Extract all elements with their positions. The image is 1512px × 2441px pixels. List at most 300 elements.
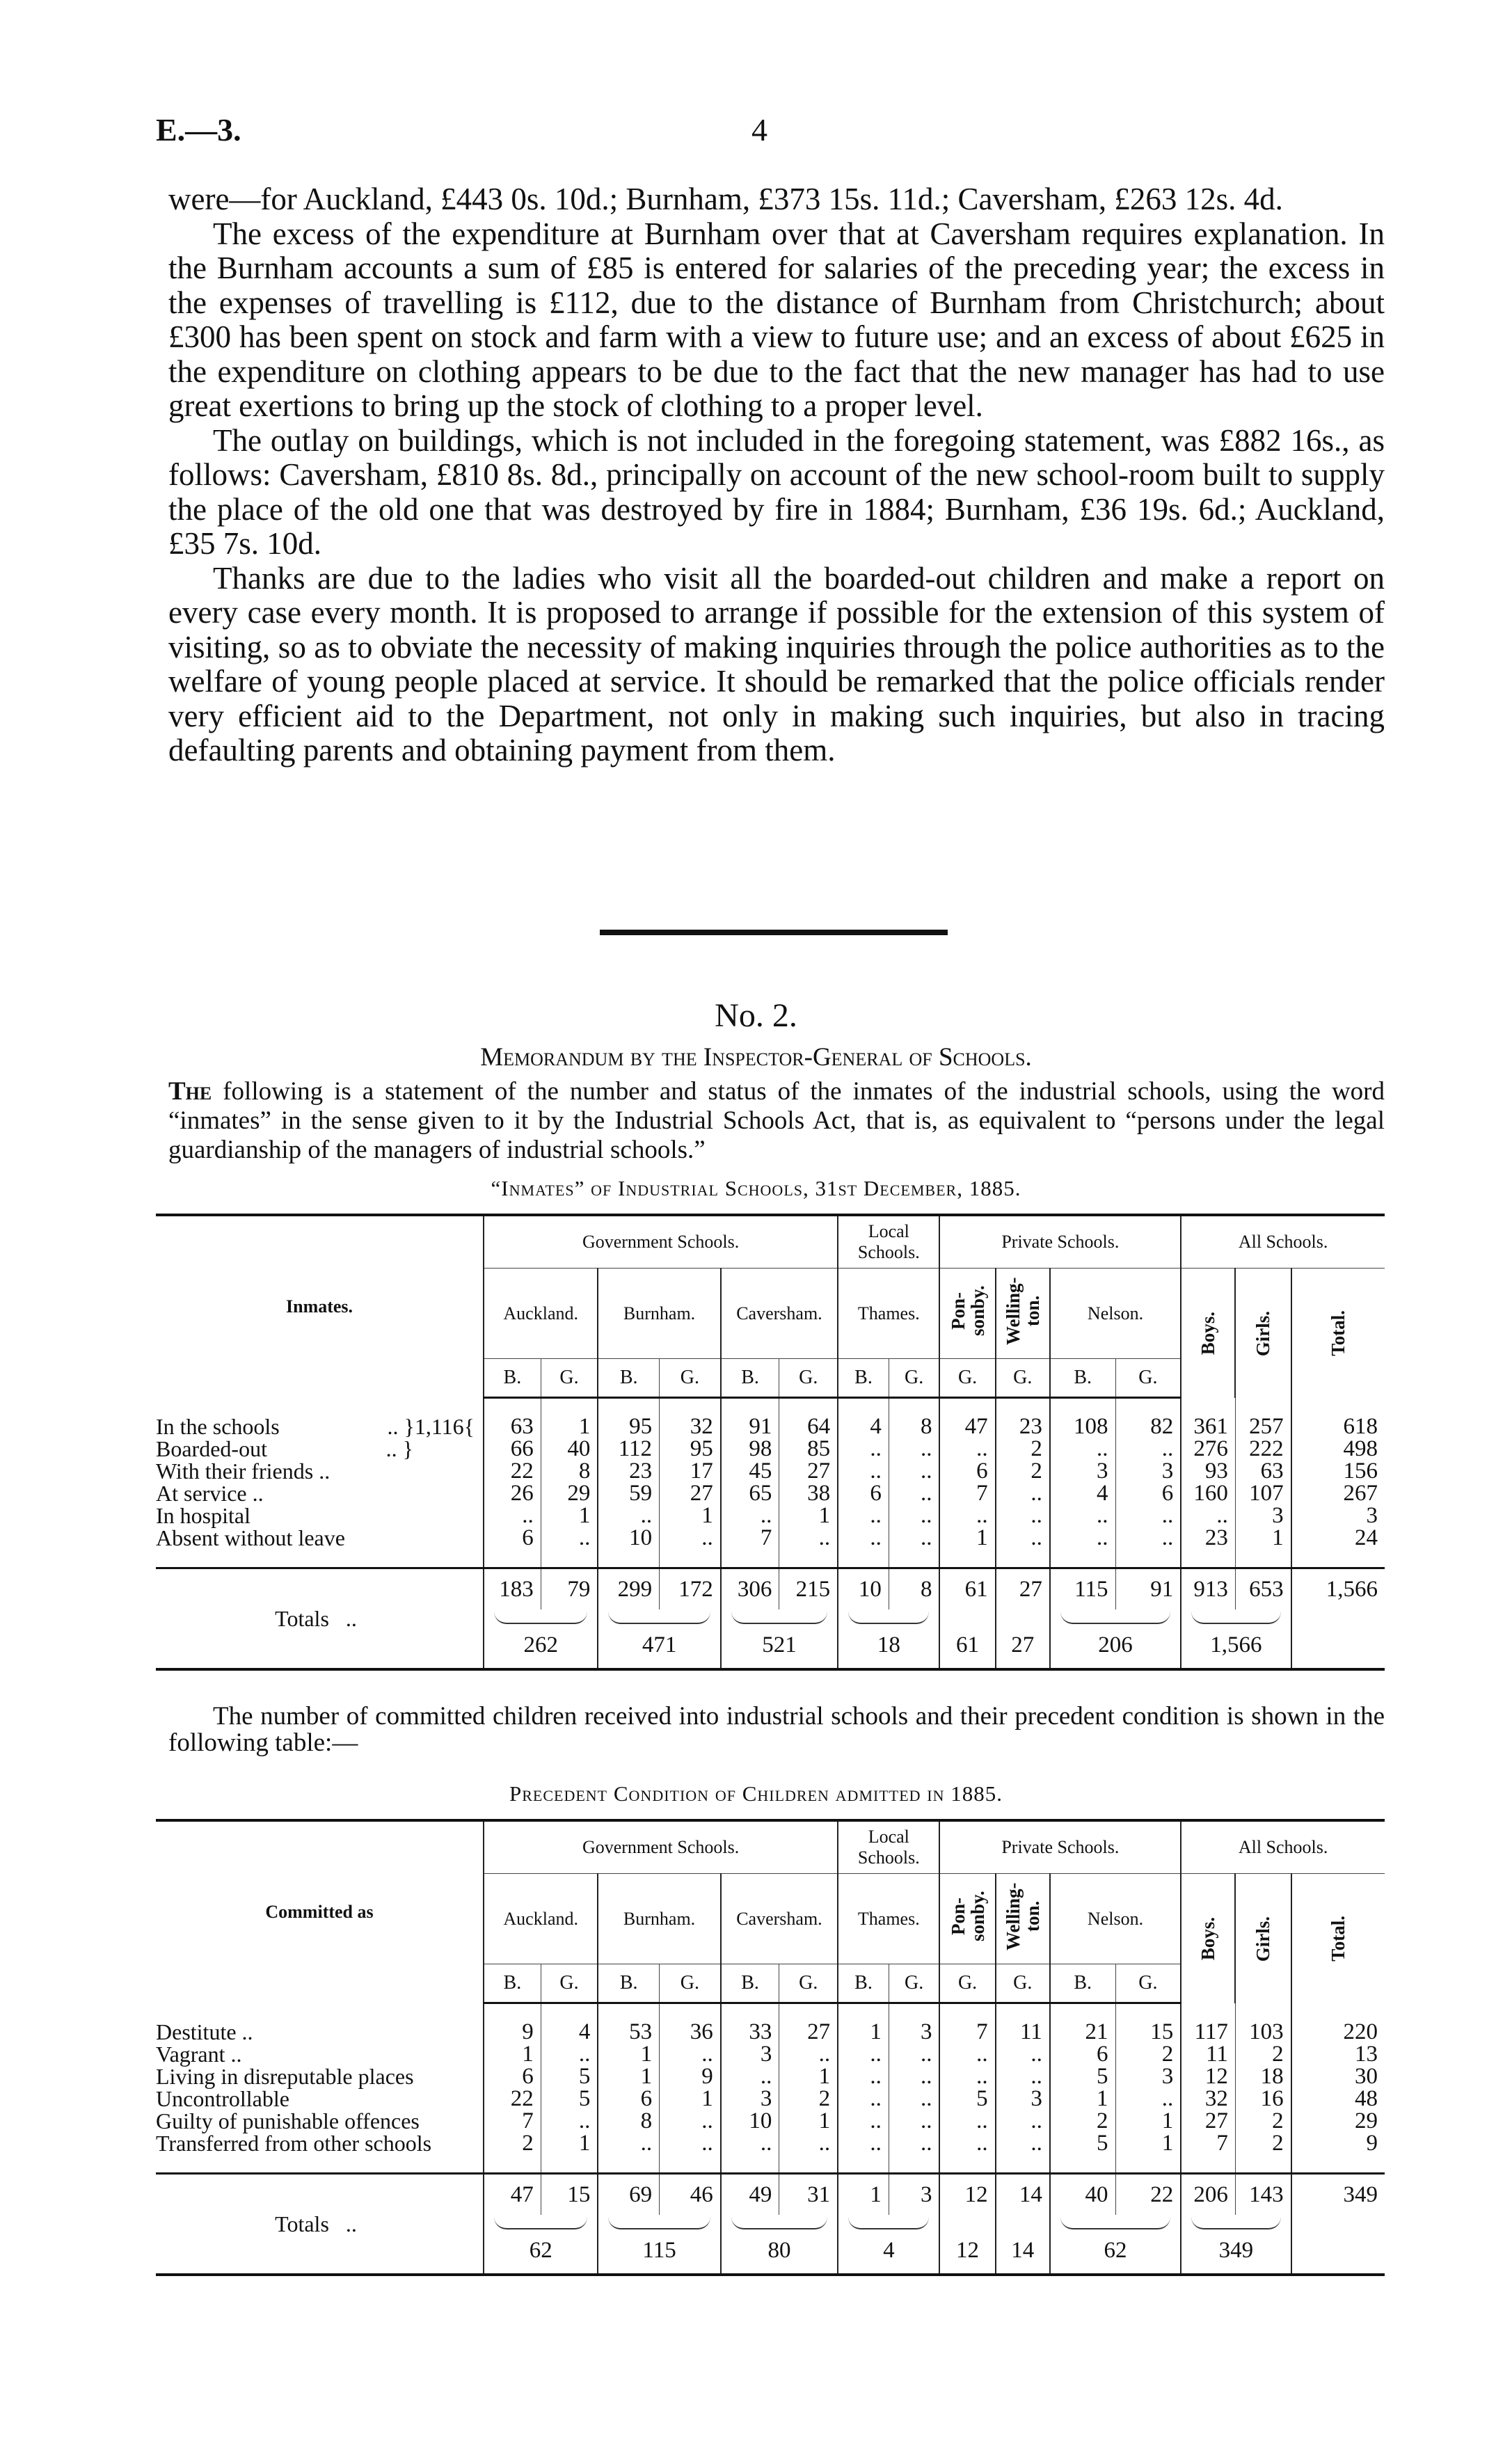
brace-icon	[1060, 1612, 1170, 1624]
totals-row	[156, 2174, 1385, 2216]
header-boys-col-text: B.	[741, 1367, 759, 1388]
header-girls-col	[660, 1964, 721, 2003]
cell: ..	[1050, 1438, 1115, 1460]
cell: 22	[484, 2088, 541, 2110]
cell: ..	[1050, 1504, 1115, 1527]
cell: 3	[1115, 1460, 1181, 1482]
total-cell: 47	[484, 2174, 541, 2216]
cell: 1	[1235, 1527, 1291, 1549]
header-nelson	[1050, 1269, 1181, 1359]
cell: 3	[996, 2088, 1050, 2110]
cell: ..	[598, 1504, 659, 1527]
header-girls-col	[996, 1964, 1050, 2003]
cell: ..	[889, 2088, 939, 2110]
cell: 1	[541, 1415, 598, 1438]
header-local-schools-text: Local Schools.	[857, 1221, 920, 1262]
row-label: In hospital	[156, 1503, 250, 1528]
cell: ..	[1050, 1527, 1115, 1549]
cell: ..	[838, 1438, 889, 1460]
row-label-cell	[156, 1482, 484, 1504]
header-boys-col	[721, 1964, 779, 2003]
header-boys-col-text: B.	[741, 1972, 759, 1994]
header-boys-col	[721, 1359, 779, 1398]
header-girls-col	[1115, 1359, 1181, 1398]
cell: ..	[721, 1504, 779, 1527]
cell: 1	[598, 2043, 659, 2065]
brace-icon	[731, 1612, 827, 1624]
cell: ..	[939, 2065, 995, 2088]
row-label-cell	[156, 1504, 484, 1527]
cell: 11	[1181, 2043, 1235, 2065]
cell: 3	[1235, 1504, 1291, 1527]
header-boys-text: Boys.	[1197, 1312, 1219, 1355]
cell: 30	[1291, 2065, 1385, 2088]
cell: ..	[889, 2132, 939, 2154]
header-boys-col-text: B.	[619, 1367, 638, 1388]
header-burnham	[598, 1874, 720, 1964]
row-label-cell	[156, 1415, 484, 1438]
cell: 93	[1181, 1460, 1235, 1482]
header-local-schools	[838, 1820, 939, 1874]
cell: 64	[779, 1415, 838, 1438]
cell: 222	[1235, 1438, 1291, 1460]
cell: 3	[1291, 1504, 1385, 1527]
cell: 276	[1181, 1438, 1235, 1460]
cell: 107	[1235, 1482, 1291, 1504]
cell: ..	[939, 2132, 995, 2154]
group-total-cell: 349	[1181, 2215, 1291, 2275]
cell: 7	[721, 1527, 779, 1549]
table-row	[156, 1438, 1385, 1460]
cell: 4	[838, 1415, 889, 1438]
total-cell: 40	[1050, 2174, 1115, 2216]
header-boys-col	[1050, 1964, 1115, 2003]
bracket-total: .. }1,116{	[387, 1414, 475, 1439]
header-nelson-text: Nelson.	[1087, 1303, 1144, 1323]
brace-icon	[608, 2217, 710, 2229]
group-total-cell: 4	[838, 2215, 939, 2275]
header-boys-col-text: B.	[854, 1972, 873, 1994]
cell: 27	[779, 2021, 838, 2043]
header-wellington	[996, 1269, 1050, 1359]
cell: 2	[996, 1438, 1050, 1460]
header-boys	[1181, 1874, 1235, 2003]
row-label: Boarded-out	[156, 1436, 267, 1461]
cell: 1	[779, 2110, 838, 2132]
cell: 7	[939, 2021, 995, 2043]
cell: ..	[996, 2065, 1050, 2088]
cell: ..	[721, 2132, 779, 2154]
header-private-schools	[939, 1215, 1181, 1269]
cell: 13	[1291, 2043, 1385, 2065]
group-total-cell: 115	[598, 2215, 720, 2275]
header-girls-col-text: G.	[905, 1972, 924, 1994]
cell: ..	[1181, 1504, 1235, 1527]
cell: ..	[996, 1482, 1050, 1504]
total-cell: 91	[1115, 1568, 1181, 1610]
cell: 5	[541, 2088, 598, 2110]
row-label: Destitute ..	[156, 2019, 253, 2044]
cell: ..	[660, 2132, 721, 2154]
cell: ..	[889, 1482, 939, 1504]
brace-icon	[1060, 2217, 1170, 2229]
header-girls-col-text: G.	[799, 1367, 818, 1388]
cell: 1	[779, 1504, 838, 1527]
total-cell: 183	[484, 1568, 541, 1610]
total-cell: 8	[889, 1568, 939, 1610]
cell: 17	[660, 1460, 721, 1482]
header-thames-text: Thames.	[857, 1303, 920, 1323]
cell: 2	[1050, 2110, 1115, 2132]
group-total-cell: 80	[721, 2215, 838, 2275]
total-cell: 653	[1235, 1568, 1291, 1610]
cell: 6	[484, 2065, 541, 2088]
cell: ..	[889, 2065, 939, 2088]
header-all-schools	[1181, 1820, 1385, 1874]
header-total-text: Total.	[1328, 1310, 1349, 1357]
cell: ..	[1115, 1438, 1181, 1460]
cell: 257	[1235, 1415, 1291, 1438]
cell: ..	[939, 1438, 995, 1460]
group-total-cell: 62	[1050, 2215, 1181, 2275]
cell: 5	[1050, 2065, 1115, 2088]
row-label-cell	[156, 1460, 484, 1482]
header-auckland-text: Auckland.	[503, 1303, 578, 1323]
cell: ..	[889, 1527, 939, 1549]
page-number: 4	[751, 112, 767, 148]
table-row	[156, 2065, 1385, 2088]
cell: 18	[1235, 2065, 1291, 2088]
section-divider	[600, 930, 948, 935]
header-girls-col-text: G.	[957, 1367, 978, 1388]
header-ponsonby-text: Pon-sonby.	[947, 1285, 988, 1337]
cell: 7	[484, 2110, 541, 2132]
cell: ..	[996, 1504, 1050, 1527]
header-girls-col-text: G.	[559, 1972, 579, 1994]
cell: 1	[1115, 2132, 1181, 2154]
header-girls-col	[889, 1964, 939, 2003]
header-burnham-text: Burnham.	[623, 1908, 696, 1929]
total-cell: 22	[1115, 2174, 1181, 2216]
header-boys-col-text: B.	[503, 1972, 522, 1994]
cell: 3	[889, 2021, 939, 2043]
total-cell: 10	[838, 1568, 889, 1610]
cell: 3	[1050, 1460, 1115, 1482]
total-cell: 1	[838, 2174, 889, 2216]
header-boys-col-text: B.	[619, 1972, 638, 1994]
table-row	[156, 2021, 1385, 2043]
cell: 85	[779, 1438, 838, 1460]
cell: ..	[721, 2065, 779, 2088]
header-nelson	[1050, 1874, 1181, 1964]
header-girls-col	[779, 1964, 838, 2003]
memo-heading: Memorandum by the Inspector-General of Schools.	[480, 1043, 1032, 1072]
header-boys-col	[598, 1964, 659, 2003]
cell: ..	[996, 2110, 1050, 2132]
header-boys-text: Boys.	[1197, 1917, 1219, 1961]
cell: 32	[1181, 2088, 1235, 2110]
cell: 66	[484, 1438, 541, 1460]
cell: 8	[598, 2110, 659, 2132]
paragraph: Thanks are due to the ladies who visit all the boarded-out children and make a report on every case every month. It is proposed to arrange if possible for the extension of this system of visiting, so as to obviate the necessity of making inquiries through the police authorities as to the welfare of young people placed at service. It should be remarked that the police officials render very efficient aid to the Department, not only in making such inquiries, but also in tracing defaulting parents and obtaining payment from them.	[168, 560, 1385, 768]
header-girls-col-text: G.	[799, 1972, 818, 1994]
header-girls-col	[939, 1964, 995, 2003]
cell: 1	[598, 2065, 659, 2088]
cell: 6	[939, 1460, 995, 1482]
header-girls-col-text: G.	[559, 1367, 579, 1388]
header-girls-col	[939, 1359, 995, 1398]
cell: 498	[1291, 1438, 1385, 1460]
cell: 7	[1181, 2132, 1235, 2154]
header-all-schools	[1181, 1215, 1385, 1269]
cell: 103	[1235, 2021, 1291, 2043]
header-ponsonby	[939, 1269, 995, 1359]
row-label: With their friends ..	[156, 1458, 331, 1484]
cell: 108	[1050, 1415, 1115, 1438]
totals-row	[156, 1568, 1385, 1610]
leader-dots: .. }	[385, 1436, 414, 1461]
group-total-cell: 18	[838, 1609, 939, 1669]
row-label-cell	[156, 2021, 484, 2043]
cell: 65	[721, 1482, 779, 1504]
cell: 2	[1235, 2043, 1291, 2065]
cell: 6	[484, 1527, 541, 1549]
cell: 1	[1115, 2110, 1181, 2132]
cell: 2	[1235, 2110, 1291, 2132]
cell: 95	[660, 1438, 721, 1460]
cell: 8	[541, 1460, 598, 1482]
total-cell: 31	[779, 2174, 838, 2216]
cell: 618	[1291, 1415, 1385, 1438]
total-cell: 49	[721, 2174, 779, 2216]
header-all-schools-text: All Schools.	[1238, 1837, 1328, 1857]
total-cell: 12	[939, 2174, 995, 2216]
group-total-cell: 206	[1050, 1609, 1181, 1669]
header-boys	[1181, 1269, 1235, 1398]
group-total-cell: 471	[598, 1609, 720, 1669]
header-girls-col	[779, 1359, 838, 1398]
cell: 47	[939, 1415, 995, 1438]
cell: 9	[660, 2065, 721, 2088]
total-cell: 349	[1291, 2174, 1385, 2216]
header-nelson-text: Nelson.	[1087, 1908, 1144, 1929]
group-total-cell: 521	[721, 1609, 838, 1669]
cell: 6	[1050, 2043, 1115, 2065]
row-label: Transferred from other schools	[156, 2131, 432, 2156]
cell: 156	[1291, 1460, 1385, 1482]
header-boys-col	[484, 1964, 541, 2003]
group-total-cell: 61	[939, 1609, 995, 1669]
cell: 59	[598, 1482, 659, 1504]
cell: 3	[721, 2043, 779, 2065]
cell: 9	[484, 2021, 541, 2043]
row-label: Uncontrollable	[156, 2086, 289, 2111]
header-girls	[1235, 1269, 1291, 1398]
header-total	[1291, 1874, 1385, 2003]
cell: ..	[939, 1504, 995, 1527]
row-label: At service ..	[156, 1481, 264, 1506]
cell: 2	[1235, 2132, 1291, 2154]
header-girls-col	[660, 1359, 721, 1398]
document-reference: E.—3.	[156, 112, 241, 148]
cell: 24	[1291, 1527, 1385, 1549]
precedent-condition-table	[156, 1819, 1385, 2276]
paragraph: The outlay on buildings, which is not included in the foregoing statement, was £882 16s., as follows: Caversham, £810 8s. 8d., principally on account of the new school-room built to supply the place of the old one that was destroyed by fire in 1884; Burnham, £36 19s. 6d.; Auckland, £35 7s. 10d.	[168, 422, 1385, 561]
cell: ..	[484, 1504, 541, 1527]
cell: 2	[996, 1460, 1050, 1482]
cell: 38	[779, 1482, 838, 1504]
table-row	[156, 2088, 1385, 2110]
cell: 12	[1181, 2065, 1235, 2088]
cell: 5	[1050, 2132, 1115, 2154]
header-girls	[1235, 1874, 1291, 2003]
cell: ..	[838, 2065, 889, 2088]
cell: 7	[939, 1482, 995, 1504]
cell: ..	[660, 1527, 721, 1549]
cell: 10	[598, 1527, 659, 1549]
cell: 22	[484, 1460, 541, 1482]
cell: 26	[484, 1482, 541, 1504]
header-girls-text: Girls.	[1252, 1916, 1274, 1962]
total-cell: 115	[1050, 1568, 1115, 1610]
intro-first-word: The	[168, 1077, 212, 1106]
cell: 1	[939, 1527, 995, 1549]
header-boys-col-text: B.	[854, 1367, 873, 1388]
brace-icon	[494, 1612, 587, 1624]
header-girls-col	[541, 1359, 598, 1398]
row-label-header: Committed as	[265, 1902, 374, 1923]
paragraph: The number of committed children received into industrial schools and their precedent condition is shown in the following table:—	[168, 1702, 1385, 1757]
cell: 112	[598, 1438, 659, 1460]
table2-title: Precedent Condition of Children admitted in 1885.	[509, 1781, 1003, 1806]
header-boys-col-text: B.	[503, 1367, 522, 1388]
cell: ..	[541, 2110, 598, 2132]
header-wellington-text: Welling-ton.	[1002, 1882, 1043, 1950]
header-girls-col-text: G.	[905, 1367, 924, 1388]
header-boys-col-text: B.	[1074, 1367, 1092, 1388]
header-auckland-text: Auckland.	[503, 1908, 578, 1929]
table1-title: “Inmates” of Industrial Schools, 31st December, 1885.	[491, 1176, 1021, 1200]
total-cell: 215	[779, 1568, 838, 1610]
cell: 4	[1050, 1482, 1115, 1504]
cell: 32	[660, 1415, 721, 1438]
section-number: No. 2.	[715, 997, 797, 1034]
cell: 11	[996, 2021, 1050, 2043]
row-label-cell	[156, 2065, 484, 2088]
cell: 15	[1115, 2021, 1181, 2043]
cell: ..	[838, 1504, 889, 1527]
cell: 23	[598, 1460, 659, 1482]
cell: ..	[541, 1527, 598, 1549]
cell: 29	[541, 1482, 598, 1504]
header-local-schools	[838, 1215, 939, 1269]
header-local-schools-text: Local Schools.	[857, 1827, 920, 1868]
cell: 8	[889, 1415, 939, 1438]
body-text	[168, 182, 1385, 768]
total-cell: 1,566	[1291, 1568, 1385, 1610]
row-label: Absent without leave	[156, 1525, 345, 1550]
header-total-text: Total.	[1328, 1916, 1349, 1962]
header-burnham-text: Burnham.	[623, 1303, 696, 1323]
header-girls-col	[889, 1359, 939, 1398]
cell: 27	[1181, 2110, 1235, 2132]
header-boys-col-text: B.	[1074, 1972, 1092, 1994]
total-cell: 14	[996, 2174, 1050, 2216]
cell: ..	[1115, 1504, 1181, 1527]
cell: ..	[660, 2043, 721, 2065]
cell: ..	[541, 2043, 598, 2065]
totals-label: Totals ..	[156, 1568, 484, 1670]
paragraph: were—for Auckland, £443 0s. 10d.; Burnham, £373 15s. 11d.; Caversham, £263 12s. 4d.	[168, 182, 1283, 216]
cell: 2	[1115, 2043, 1181, 2065]
cell: ..	[779, 2132, 838, 2154]
cell: 6	[1115, 1482, 1181, 1504]
paragraph: The excess of the expenditure at Burnham over that at Caversham requires explanation. In the Burnham accounts a sum of £85 is entered for salaries of the preceding year; the excess in the expenses of travelling is £112, due to the distance of Burnham from Christchurch; about £300 has been spent on stock and farm with a view to future use; and an excess of about £625 in the expenditure on clothing appears to be due to the fact that the new manager has had to use great exertions to bring up the stock of clothing to a proper level.	[168, 216, 1385, 423]
cell: 5	[939, 2088, 995, 2110]
table-row	[156, 1415, 1385, 1438]
header-wellington-text: Welling-ton.	[1002, 1277, 1043, 1345]
group-total-cell: 27	[996, 1609, 1050, 1669]
cell: 23	[1181, 1527, 1235, 1549]
cell: 6	[598, 2088, 659, 2110]
cell: 16	[1235, 2088, 1291, 2110]
total-cell: 79	[541, 1568, 598, 1610]
table-row	[156, 1527, 1385, 1549]
cell: 36	[660, 2021, 721, 2043]
cell: ..	[889, 1460, 939, 1482]
cell: 48	[1291, 2088, 1385, 2110]
table-row	[156, 1482, 1385, 1504]
cell: 91	[721, 1415, 779, 1438]
row-label: Vagrant ..	[156, 2042, 242, 2067]
brace-icon	[848, 2217, 929, 2229]
cell: ..	[779, 2043, 838, 2065]
cell: 53	[598, 2021, 659, 2043]
row-label-cell	[156, 2043, 484, 2065]
cell: ..	[838, 2043, 889, 2065]
total-cell: 913	[1181, 1568, 1235, 1610]
cell: ..	[660, 2110, 721, 2132]
total-cell: 3	[889, 2174, 939, 2216]
row-label: Living in disreputable places	[156, 2064, 414, 2089]
paragraph-2	[168, 1703, 1385, 1756]
header-girls-col	[996, 1359, 1050, 1398]
cell: 1	[1050, 2088, 1115, 2110]
cell: 361	[1181, 1415, 1235, 1438]
cell: ..	[889, 1438, 939, 1460]
cell: 3	[1115, 2065, 1181, 2088]
cell: 1	[541, 2132, 598, 2154]
header-caversham-text: Caversham.	[736, 1303, 822, 1323]
brace-icon	[494, 2217, 587, 2229]
table-row	[156, 1460, 1385, 1482]
cell: ..	[996, 2132, 1050, 2154]
total-cell: 143	[1235, 2174, 1291, 2216]
header-girls-text: Girls.	[1252, 1310, 1274, 1356]
intro-paragraph	[168, 1077, 1385, 1165]
cell: 4	[541, 2021, 598, 2043]
table-row	[156, 2043, 1385, 2065]
cell: 40	[541, 1438, 598, 1460]
total-cell: 206	[1181, 2174, 1235, 2216]
cell: 2	[484, 2132, 541, 2154]
header-girls-col-text: G.	[1013, 1972, 1033, 1994]
cell: 3	[721, 2088, 779, 2110]
header-government-schools	[484, 1215, 838, 1269]
cell: 1	[779, 2065, 838, 2088]
header-government-schools	[484, 1820, 838, 1874]
header-boys-col	[1050, 1359, 1115, 1398]
